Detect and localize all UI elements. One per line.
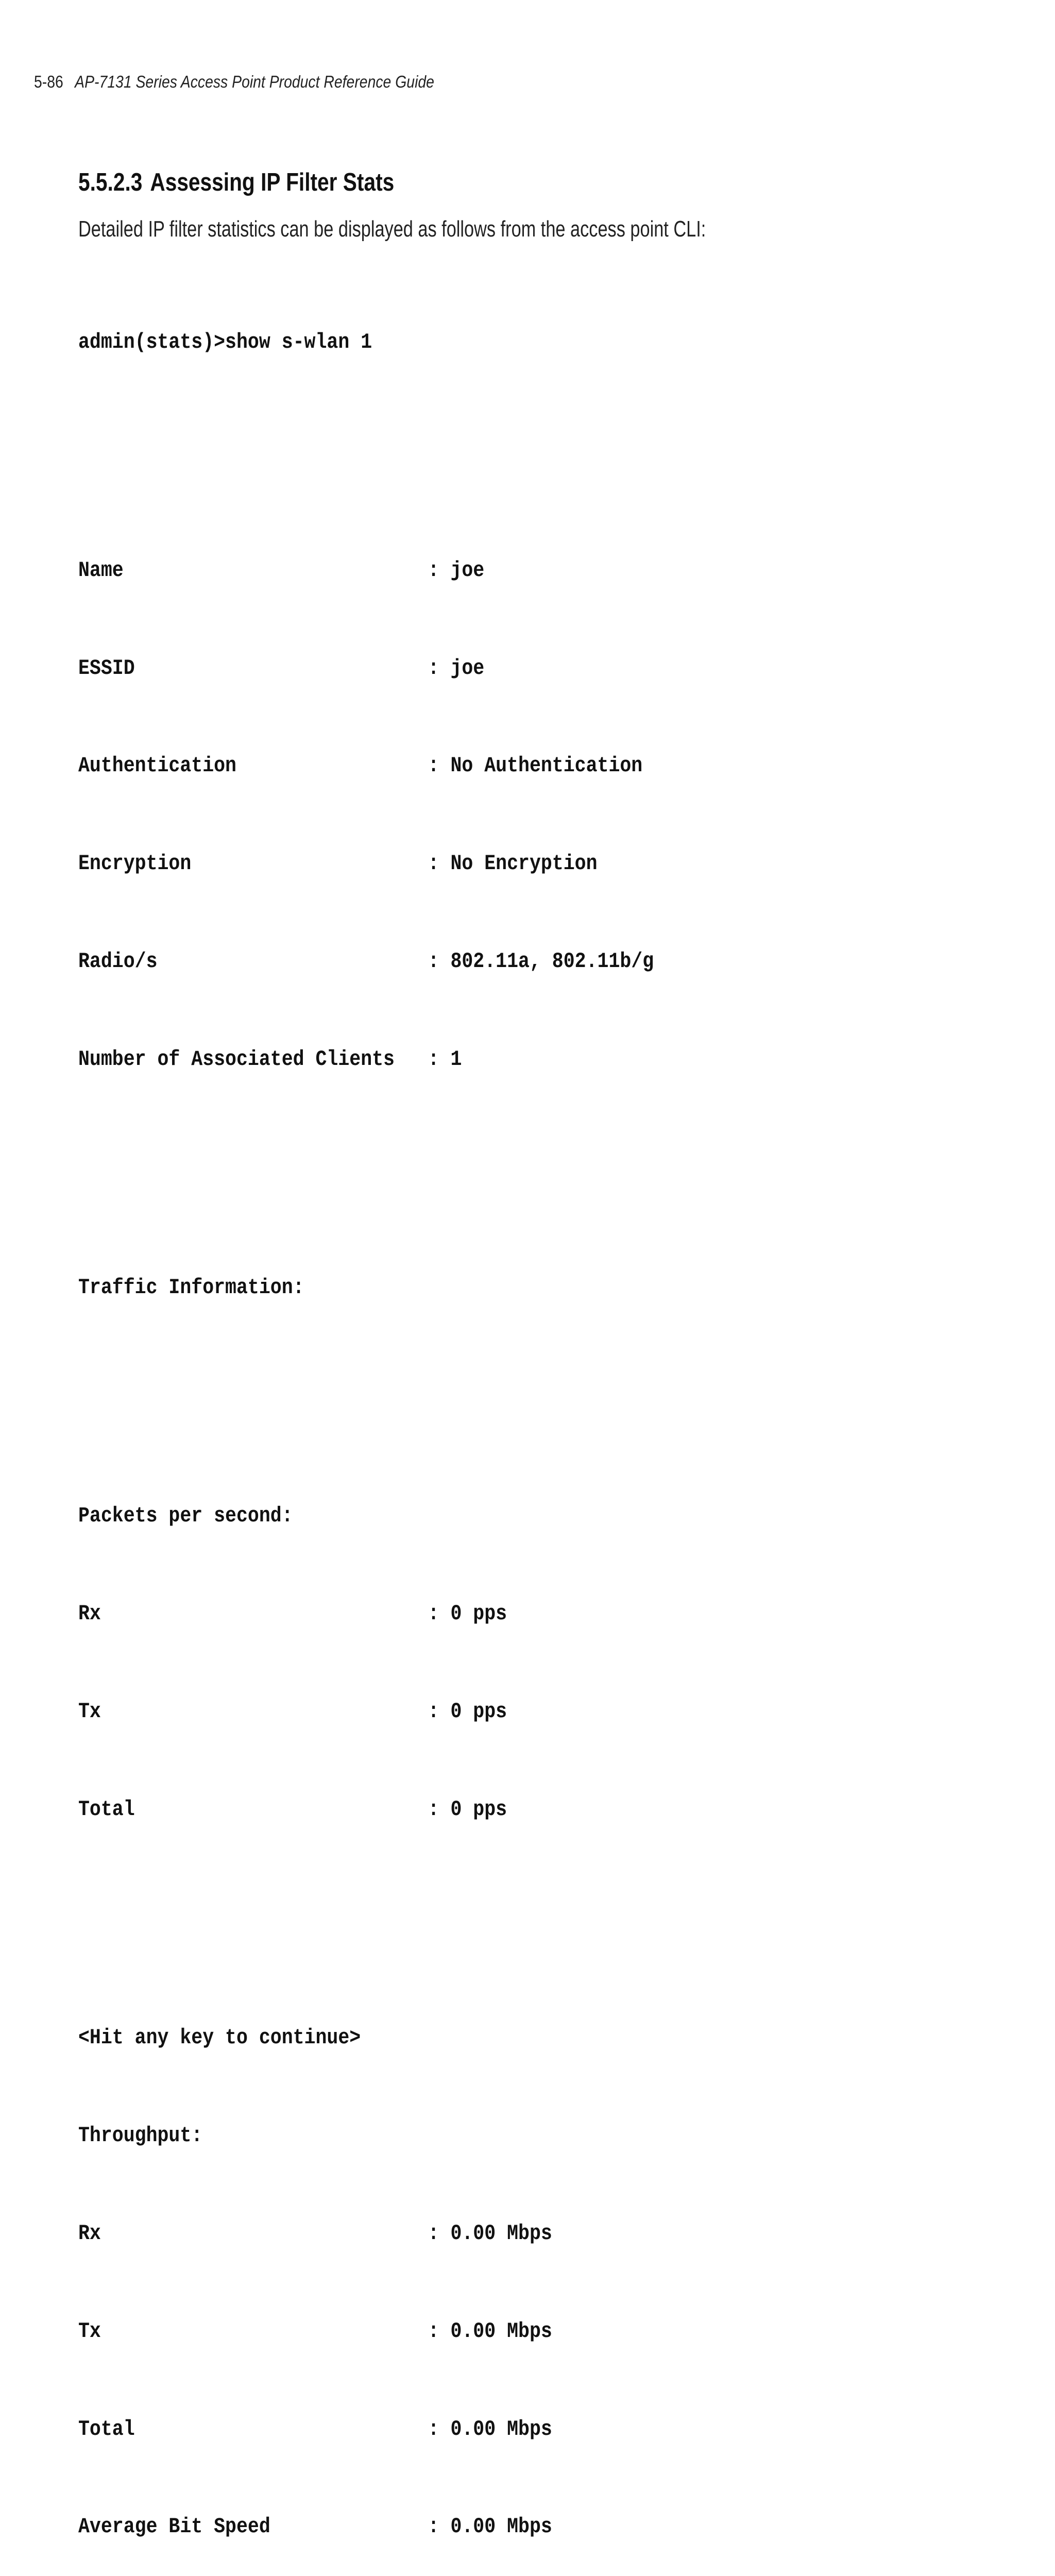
cli-row [78,2315,654,2348]
cli-value: : 0 pps [428,1699,507,1724]
section-title: Assessing IP Filter Stats [150,168,395,196]
cli-row [78,554,654,587]
cli-label: Average Bit Speed [78,2514,270,2539]
cli-value: : No Authentication [428,753,643,778]
cli-value: : No Encryption [428,851,598,876]
section-heading [78,168,394,197]
cli-label: Encryption [78,851,192,876]
page-number: 5-86 [34,72,63,91]
cli-throughput-heading: Throughput: [78,2123,203,2148]
cli-spacer [78,1141,654,1174]
cli-row [78,1793,654,1826]
cli-row [78,2511,654,2543]
cli-row [78,1696,654,1728]
cli-label: Authentication [78,753,236,778]
cli-value: : 802.11a, 802.11b/g [428,949,654,974]
cli-label: Name [78,557,124,583]
cli-row [78,2413,654,2446]
cli-value: : 1 [428,1047,462,1072]
cli-continue-prompt: <Hit any key to continue> [78,2025,361,2050]
cli-value: : joe [428,655,485,681]
cli-value: : 0 pps [428,1601,507,1626]
cli-label: Rx [78,1601,101,1626]
cli-value: : 0.00 Mbps [428,2514,552,2539]
cli-label: ESSID [78,655,135,681]
cli-row [78,848,654,880]
guide-title: AP-7131 Series Access Point Product Reference Guide [75,72,434,91]
cli-label: Tx [78,1699,101,1724]
cli-value: : 0.00 Mbps [428,2221,552,2246]
cli-row [78,750,654,782]
page-header [34,72,434,92]
cli-value: : 0.00 Mbps [428,2318,552,2344]
cli-row [78,1043,654,1076]
cli-label: Tx [78,2318,101,2344]
cli-traffic-heading: Traffic Information: [78,1275,304,1300]
cli-row [78,945,654,978]
cli-label: Number of Associated Clients [78,1047,395,1072]
cli-label: Total [78,2416,135,2442]
section-number: 5.5.2.3 [78,168,143,196]
cli-row [78,1598,654,1630]
cli-label: Radio/s [78,949,158,974]
cli-value: : 0.00 Mbps [428,2416,552,2442]
cli-packets-heading: Packets per second: [78,1503,293,1529]
intro-paragraph: Detailed IP filter statistics can be displayed as follows from the access point CLI: [78,216,706,242]
cli-spacer [78,423,654,456]
cli-label: Total [78,1797,135,1822]
cli-command: admin(stats)>show s-wlan 1 [78,329,372,354]
cli-label: Rx [78,2221,101,2246]
cli-spacer [78,1369,654,1402]
cli-row [78,652,654,685]
cli-spacer [78,1891,654,1924]
cli-value: : joe [428,557,485,583]
cli-row [78,2217,654,2250]
cli-value: : 0 pps [428,1797,507,1822]
cli-output [78,261,654,2576]
